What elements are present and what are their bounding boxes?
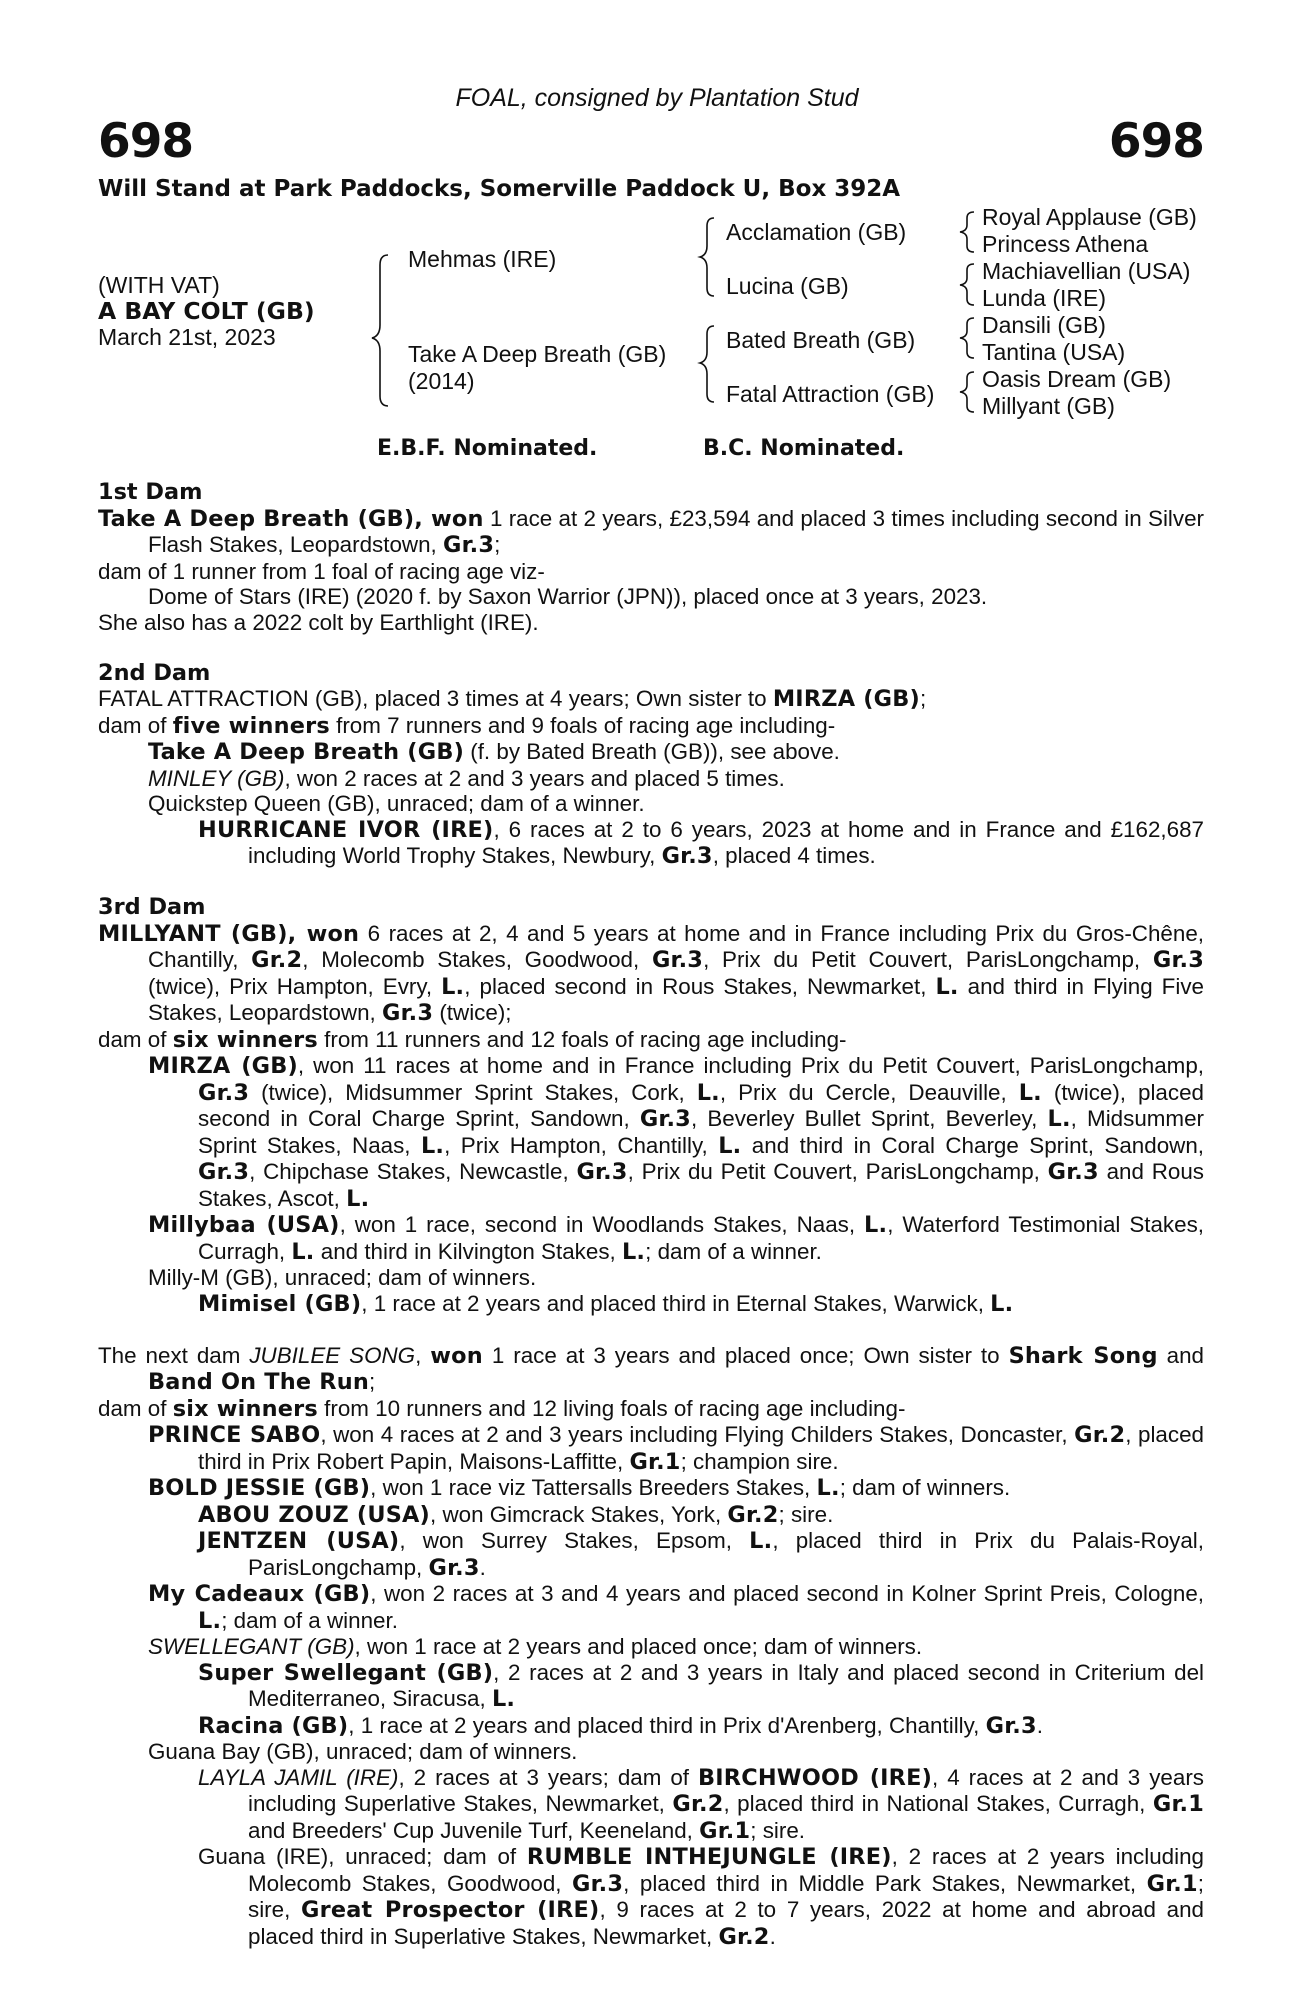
- sdd: Lunda (IRE): [982, 285, 1107, 311]
- sds: Machiavellian (USA): [982, 258, 1191, 284]
- next-dam-entry: The next dam JUBILEE SONG, won 1 race at 3 years and placed once; Own sister to Shark Song and Band On The Run;: [98, 1342, 1205, 1395]
- produce-line: dam of six winners from 10 runners and 12 living foals of racing age including-: [98, 1395, 906, 1422]
- consignment-line: FOAL, consigned by Plantation Stud: [455, 84, 859, 112]
- horse-name: A BAY COLT (GB): [98, 297, 315, 325]
- produce-item: Guana (IRE), unraced; dam of RUMBLE INTHEJUNGLE (IRE), 2 races at 2 years including Molecomb Stakes, Goodwood, Gr.3, placed third in Middle Park Stakes, Newmarket, Gr.1; sire, Great Prospector (IRE), 9 races at 2 to 7 years, 2022 at home and abroad and placed third in Superlative Stakes, Newmarket, Gr.2.: [198, 1844, 1204, 1950]
- produce-item: BOLD JESSIE (GB), won 1 race viz Tattersalls Breeders Stakes, L.; dam of winners.: [148, 1475, 1011, 1501]
- produce-item: Dome of Stars (IRE) (2020 f. by Saxon Warrior (JPN)), placed once at 3 years, 2023.: [148, 584, 988, 609]
- produce-item: ABOU ZOUZ (USA), won Gimcrack Stakes, York, Gr.2; sire.: [198, 1501, 834, 1528]
- produce-item: Super Swellegant (GB), 2 races at 2 and 3 years in Italy and placed second in Criterium del Mediterraneo, Siracusa, L.: [198, 1659, 1204, 1712]
- sire-dam: Lucina (GB): [726, 273, 849, 299]
- third-dam-entry: MILLYANT (GB), won 6 races at 2, 4 and 5 years at home and in France including Prix du Gros-Chêne, Chantilly, Gr.2, Molecomb Stakes, Goodwood, Gr.3, Prix du Petit Couvert, ParisLongchamp, Gr.3 (twice), Prix Hampton, Evry, L., placed second in Rous Stakes, Newmarket, L. and third in Flying Five Stakes, Leopardstown, Gr.3 (twice);: [98, 920, 1204, 1026]
- first-dam-entry: Take A Deep Breath (GB), won 1 race at 2 years, £23,594 and placed 3 times including second in Silver Flash Stakes, Leopardstown, Gr.3;: [98, 505, 1205, 558]
- produce-item: LAYLA JAMIL (IRE), 2 races at 3 years; dam of BIRCHWOOD (IRE), 4 races at 2 and 3 years including Superlative Stakes, Newmarket, Gr.2, placed third in National Stakes, Curragh, Gr.1 and Breeders' Cup Juvenile Turf, Keeneland, Gr.1; sire.: [198, 1764, 1204, 1844]
- produce-item: Mimisel (GB), 1 race at 2 years and placed third in Eternal Stakes, Warwick, L.: [198, 1290, 1014, 1317]
- ssd: Princess Athena: [982, 231, 1149, 257]
- dam-dam: Fatal Attraction (GB): [726, 381, 935, 407]
- bc-nominated: B.C. Nominated.: [703, 436, 905, 461]
- produce-item: Millybaa (USA), won 1 race, second in Woodlands Stakes, Naas, L., Waterford Testimonial Stakes, Curragh, L. and third in Kilvington Stakes, L.; dam of a winner.: [148, 1212, 1204, 1265]
- horse-dob: March 21st, 2023: [98, 324, 276, 350]
- produce-item: Milly-M (GB), unraced; dam of winners.: [148, 1265, 537, 1290]
- produce-item: PRINCE SABO, won 4 races at 2 and 3 years including Flying Childers Stakes, Doncaster, Gr.2, placed third in Prix Robert Papin, Maisons-Laffitte, Gr.1; champion sire.: [148, 1422, 1204, 1475]
- produce-item: My Cadeaux (GB), won 2 races at 3 and 4 years and placed second in Kolner Sprint Preis, Cologne, L.; dam of a winner.: [148, 1581, 1205, 1634]
- dss: Dansili (GB): [982, 312, 1106, 338]
- produce-item: Racina (GB), 1 race at 2 years and placed third in Prix d'Arenberg, Chantilly, Gr.3.: [198, 1712, 1043, 1739]
- dam: Take A Deep Breath (GB): [408, 341, 667, 367]
- first-dam-heading: 1st Dam: [98, 479, 203, 505]
- lot-number-right: 698: [1108, 114, 1204, 169]
- produce-item: HURRICANE IVOR (IRE), 6 races at 2 to 6 years, 2023 at home and in France and £162,687 including World Trophy Stakes, Newbury, Gr.3, placed 4 times.: [198, 816, 1204, 869]
- produce-item: MINLEY (GB), won 2 races at 2 and 3 years and placed 5 times.: [148, 765, 785, 791]
- ddd: Millyant (GB): [982, 393, 1115, 419]
- vat-note: (WITH VAT): [98, 272, 220, 298]
- produce-item: JENTZEN (USA), won Surrey Stakes, Epsom, L., placed third in Prix du Palais-Royal, ParisLongchamp, Gr.3.: [198, 1528, 1204, 1581]
- catalogue-body: [98, 480, 1204, 1950]
- produce-item: SWELLEGANT (GB), won 1 race at 2 years and placed once; dam of winners.: [148, 1634, 923, 1659]
- ebf-nominated: E.B.F. Nominated.: [377, 436, 598, 461]
- produce-line: dam of five winners from 7 runners and 9 foals of racing age including-: [98, 712, 836, 739]
- second-dam-entry: FATAL ATTRACTION (GB), placed 3 times at 4 years; Own sister to MIRZA (GB);: [98, 686, 927, 712]
- stand-info: Will Stand at Park Paddocks, Somerville Paddock U, Box 392A: [98, 176, 901, 202]
- produce-item: Quickstep Queen (GB), unraced; dam of a winner.: [148, 791, 645, 816]
- produce-item: Take A Deep Breath (GB) (f. by Bated Breath (GB)), see above.: [148, 739, 840, 765]
- second-dam-heading: 2nd Dam: [98, 659, 211, 686]
- produce-line: dam of six winners from 11 runners and 12 foals of racing age including-: [98, 1026, 847, 1053]
- produce-item: MIRZA (GB), won 11 races at home and in France including Prix du Petit Couvert, ParisLongchamp, Gr.3 (twice), Midsummer Sprint Stakes, Cork, L., Prix du Cercle, Deauville, L. (twice), placed second in Coral Charge Sprint, Sandown, Gr.3, Beverley Bullet Sprint, Beverley, L., Midsummer Sprint Stakes, Naas, L., Prix Hampton, Chantilly, L. and third in Coral Charge Sprint, Sandown, Gr.3, Chipchase Stakes, Newcastle, Gr.3, Prix du Petit Couvert, ParisLongchamp, Gr.3 and Rous Stakes, Ascot, L.: [148, 1053, 1205, 1212]
- sire: Mehmas (IRE): [408, 246, 557, 272]
- dam-year: (2014): [408, 368, 475, 394]
- dsd: Tantina (USA): [982, 339, 1126, 365]
- dam-sire: Bated Breath (GB): [726, 327, 916, 353]
- produce-item: Guana Bay (GB), unraced; dam of winners.: [148, 1739, 578, 1764]
- dds: Oasis Dream (GB): [982, 366, 1172, 392]
- produce-note: She also has a 2022 colt by Earthlight (IRE).: [98, 609, 539, 635]
- produce-line: dam of 1 runner from 1 foal of racing age viz-: [98, 558, 545, 584]
- lot-number-left: 698: [98, 114, 194, 169]
- sss: Royal Applause (GB): [982, 204, 1197, 230]
- third-dam-heading: 3rd Dam: [98, 894, 206, 920]
- sire-sire: Acclamation (GB): [726, 219, 907, 245]
